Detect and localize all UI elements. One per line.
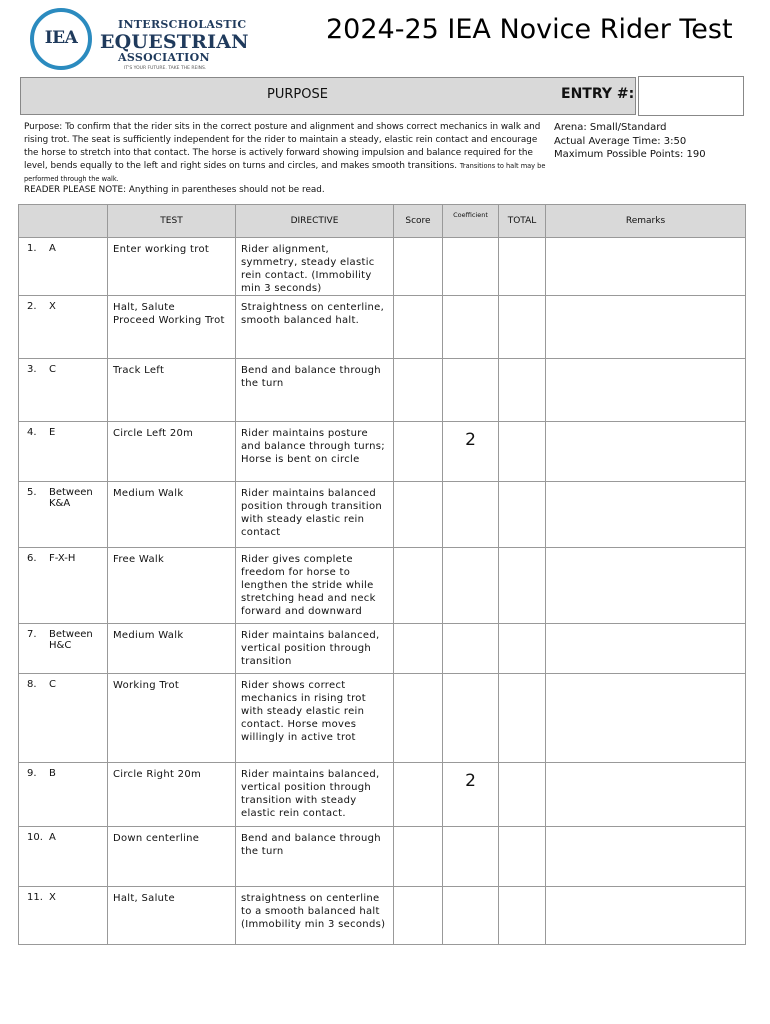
directive-text: Rider maintains balanced position through transition with steady elastic rein contact xyxy=(236,482,394,548)
coefficient-cell xyxy=(443,548,499,624)
arena-size: Arena: Small/Standard xyxy=(554,122,667,133)
test-movement: Circle Left 20m xyxy=(108,422,236,482)
arena-letter: A xyxy=(49,243,56,254)
score-cell[interactable] xyxy=(394,548,443,624)
movement-number: 7. xyxy=(27,629,37,640)
arena-letter: Between H&C xyxy=(49,629,93,651)
movement-number: 3. xyxy=(27,364,37,375)
directive-text: Rider maintains balanced, vertical position through transition xyxy=(236,624,394,674)
test-movement: Circle Right 20m xyxy=(108,763,236,827)
coefficient-cell xyxy=(443,827,499,887)
logo-line-interscholastic: INTERSCHOLASTIC xyxy=(118,18,247,31)
remarks-cell[interactable] xyxy=(546,887,746,945)
arena-letter: Between K&A xyxy=(49,487,93,509)
movement-number: 1. xyxy=(27,243,37,254)
coefficient-cell xyxy=(443,887,499,945)
arena-letter: E xyxy=(49,427,56,438)
average-time: Actual Average Time: 3:50 xyxy=(554,135,687,147)
purpose-description xyxy=(24,121,546,186)
test-movement: Halt, Salute Proceed Working Trot xyxy=(108,296,236,359)
directive-text: Bend and balance through the turn xyxy=(236,827,394,887)
arena-letter: C xyxy=(49,364,56,375)
movement-number-cell xyxy=(19,674,108,763)
test-table xyxy=(18,204,746,945)
movement-number-cell xyxy=(19,887,108,945)
table-row xyxy=(19,763,746,827)
test-movement: Free Walk xyxy=(108,548,236,624)
total-cell[interactable] xyxy=(499,296,546,359)
header-blank xyxy=(19,205,108,238)
remarks-cell[interactable] xyxy=(546,624,746,674)
test-movement: Working Trot xyxy=(108,674,236,763)
logo-tagline: IT'S YOUR FUTURE. TAKE THE REINS. xyxy=(124,66,207,71)
directive-text: Rider maintains posture and balance through turns; Horse is bent on circle xyxy=(236,422,394,482)
page-title: 2024-25 IEA Novice Rider Test xyxy=(326,14,733,45)
remarks-cell[interactable] xyxy=(546,482,746,548)
arena-letter: F-X-H xyxy=(49,553,76,564)
entry-number-field[interactable] xyxy=(638,76,744,116)
test-movement: Enter working trot xyxy=(108,238,236,296)
header-test: TEST xyxy=(108,205,236,238)
remarks-cell[interactable] xyxy=(546,359,746,422)
test-movement: Medium Walk xyxy=(108,624,236,674)
movement-number: 6. xyxy=(27,553,37,564)
logo-iea-letters: IEA xyxy=(44,28,78,48)
directive-text: Rider shows correct mechanics in rising trot with steady elastic rein contact. Horse moves willingly in active trot xyxy=(236,674,394,763)
purpose-text: Purpose: To confirm that the rider sits in the correct posture and alignment and shows correct mechanics in walk and rising trot. The seat is sufficiently independent for the rider to maintain a steady, elastic rein contact and encourage the horse to stretch into that contact. The horse is actively forward showing impulsion and balance required for the level, bends equally to the left and right sides on turns and circles, and makes smooth transitions. xyxy=(24,122,541,171)
coefficient-cell xyxy=(443,674,499,763)
coefficient-cell xyxy=(443,359,499,422)
total-cell[interactable] xyxy=(499,422,546,482)
table-row xyxy=(19,359,746,422)
movement-number-cell xyxy=(19,482,108,548)
total-cell[interactable] xyxy=(499,238,546,296)
iea-logo xyxy=(30,8,249,72)
header-coefficient: Coefficient xyxy=(443,205,499,238)
logo-line-equestrian: EQUESTRIAN xyxy=(100,31,249,53)
movement-number: 10. xyxy=(27,832,43,843)
total-cell[interactable] xyxy=(499,359,546,422)
total-cell[interactable] xyxy=(499,887,546,945)
remarks-cell[interactable] xyxy=(546,674,746,763)
remarks-cell[interactable] xyxy=(546,238,746,296)
directive-text: Rider gives complete freedom for horse to lengthen the stride while stretching head and neck forward and downward xyxy=(236,548,394,624)
table-row xyxy=(19,296,746,359)
movement-number-cell xyxy=(19,624,108,674)
coefficient-cell xyxy=(443,238,499,296)
movement-number: 4. xyxy=(27,427,37,438)
movement-number-cell xyxy=(19,296,108,359)
arena-info xyxy=(554,121,706,162)
score-cell[interactable] xyxy=(394,296,443,359)
table-header-row xyxy=(19,205,746,238)
movement-number: 2. xyxy=(27,301,37,312)
score-cell[interactable] xyxy=(394,238,443,296)
total-cell[interactable] xyxy=(499,827,546,887)
arena-letter: B xyxy=(49,768,56,779)
movement-number: 11. xyxy=(27,892,43,903)
movement-number-cell xyxy=(19,763,108,827)
score-cell[interactable] xyxy=(394,674,443,763)
movement-number: 5. xyxy=(27,487,37,498)
test-movement: Halt, Salute xyxy=(108,887,236,945)
arena-letter: A xyxy=(49,832,56,843)
movement-number-cell xyxy=(19,827,108,887)
remarks-cell[interactable] xyxy=(546,296,746,359)
total-cell[interactable] xyxy=(499,548,546,624)
score-cell[interactable] xyxy=(394,827,443,887)
test-movement: Down centerline xyxy=(108,827,236,887)
test-movement: Medium Walk xyxy=(108,482,236,548)
header-remarks: Remarks xyxy=(546,205,746,238)
header-score: Score xyxy=(394,205,443,238)
movement-number: 8. xyxy=(27,679,37,690)
table-row xyxy=(19,548,746,624)
directive-text: Rider alignment, symmetry, steady elastic rein contact. (Immobility min 3 seconds) xyxy=(236,238,394,296)
header-total: TOTAL xyxy=(499,205,546,238)
score-cell[interactable] xyxy=(394,482,443,548)
movement-number-cell xyxy=(19,238,108,296)
directive-text: straightness on centerline to a smooth balanced halt (Immobility min 3 seconds) xyxy=(236,887,394,945)
arena-letter: C xyxy=(49,679,56,690)
purpose-small-note: Transitions to halt may be performed through the walk. xyxy=(24,162,546,183)
movement-number-cell xyxy=(19,359,108,422)
table-row xyxy=(19,482,746,548)
coefficient-cell: 2 xyxy=(443,763,499,827)
total-cell[interactable] xyxy=(499,674,546,763)
table-row xyxy=(19,624,746,674)
table-row xyxy=(19,238,746,296)
score-cell[interactable] xyxy=(394,887,443,945)
score-cell[interactable] xyxy=(394,422,443,482)
movement-number: 9. xyxy=(27,768,37,779)
logo-line-association: ASSOCIATION xyxy=(118,51,210,64)
arena-letter: X xyxy=(49,301,56,312)
total-cell[interactable] xyxy=(499,624,546,674)
score-cell[interactable] xyxy=(394,763,443,827)
arena-letter: X xyxy=(49,892,56,903)
coefficient-cell xyxy=(443,296,499,359)
score-cell[interactable] xyxy=(394,624,443,674)
coefficient-cell xyxy=(443,624,499,674)
remarks-cell[interactable] xyxy=(546,763,746,827)
table-row xyxy=(19,887,746,945)
total-cell[interactable] xyxy=(499,482,546,548)
directive-text: Rider maintains balanced, vertical position through transition with steady elastic rein contact. xyxy=(236,763,394,827)
table-row xyxy=(19,674,746,763)
coefficient-cell: 2 xyxy=(443,422,499,482)
remarks-cell[interactable] xyxy=(546,827,746,887)
directive-text: Bend and balance through the turn xyxy=(236,359,394,422)
purpose-heading: PURPOSE xyxy=(267,87,328,102)
entry-number-label: ENTRY #: xyxy=(561,86,635,102)
movement-number-cell xyxy=(19,548,108,624)
movement-number-cell xyxy=(19,422,108,482)
score-cell[interactable] xyxy=(394,359,443,422)
table-row xyxy=(19,422,746,482)
remarks-cell[interactable] xyxy=(546,548,746,624)
test-movement: Track Left xyxy=(108,359,236,422)
max-points: Maximum Possible Points: 190 xyxy=(554,149,706,160)
header-directive: DIRECTIVE xyxy=(236,205,394,238)
directive-text: Straightness on centerline, smooth balanced halt. xyxy=(236,296,394,359)
reader-note: READER PLEASE NOTE: Anything in parentheses should not be read. xyxy=(24,185,325,195)
total-cell[interactable] xyxy=(499,763,546,827)
remarks-cell[interactable] xyxy=(546,422,746,482)
coefficient-cell xyxy=(443,482,499,548)
table-row xyxy=(19,827,746,887)
purpose-bar xyxy=(20,77,636,115)
